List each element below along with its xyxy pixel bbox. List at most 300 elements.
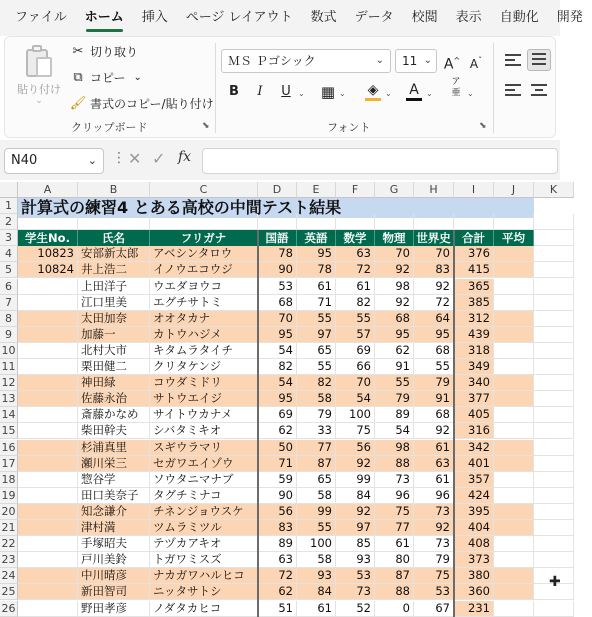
table-cell[interactable]: 97 — [336, 520, 375, 536]
table-cell[interactable]: シバタミキオ — [150, 423, 258, 439]
table-header-cell[interactable]: 物理 — [375, 230, 414, 246]
row-header[interactable]: 15 — [0, 423, 18, 439]
table-cell[interactable]: 69 — [258, 407, 297, 423]
table-cell[interactable]: 93 — [297, 568, 336, 584]
table-cell[interactable]: 68 — [258, 295, 297, 311]
table-header-cell[interactable]: 国語 — [258, 230, 297, 246]
row-header[interactable]: 17 — [0, 456, 18, 472]
table-cell[interactable]: 92 — [336, 456, 375, 472]
table-cell[interactable]: 61 — [375, 536, 414, 552]
chevron-down-icon[interactable]: ⌄ — [385, 89, 392, 98]
table-cell[interactable]: 85 — [336, 536, 375, 552]
table-cell[interactable] — [18, 440, 78, 456]
table-cell[interactable]: サトウエイジ — [150, 391, 258, 407]
table-cell[interactable]: 69 — [336, 343, 375, 359]
table-cell[interactable]: カトウハジメ — [150, 327, 258, 343]
align-top-icon[interactable] — [501, 51, 525, 73]
table-cell[interactable]: 401 — [454, 456, 494, 472]
table-cell[interactable]: 杉浦真里 — [78, 440, 150, 456]
table-cell[interactable]: 安部新太郎 — [78, 246, 150, 262]
table-cell[interactable]: 79 — [414, 552, 454, 568]
insert-function-button[interactable]: fx — [178, 149, 192, 165]
empty-cell[interactable] — [534, 504, 574, 520]
column-header-C[interactable]: C — [150, 182, 258, 198]
table-cell[interactable]: 312 — [454, 311, 494, 327]
table-header-cell[interactable]: 合計 — [454, 230, 494, 246]
table-cell[interactable]: 73 — [414, 504, 454, 520]
table-cell[interactable]: 75 — [375, 504, 414, 520]
column-header-I[interactable]: I — [454, 182, 494, 198]
row-header[interactable]: 6 — [0, 279, 18, 295]
row-header[interactable]: 24 — [0, 568, 18, 584]
table-cell[interactable]: 61 — [297, 601, 336, 617]
menu-item-5[interactable]: データ — [354, 10, 394, 25]
table-cell[interactable]: 江口里美 — [78, 295, 150, 311]
font-size-select[interactable] — [395, 49, 437, 73]
enter-icon[interactable]: ✓ — [152, 149, 166, 168]
menu-item-2[interactable]: 挿入 — [141, 10, 168, 25]
table-cell[interactable]: テヅカアキオ — [150, 536, 258, 552]
empty-cell[interactable] — [534, 359, 574, 375]
table-cell[interactable]: オオタカナ — [150, 311, 258, 327]
table-cell[interactable]: 神田緑 — [78, 375, 150, 391]
empty-cell[interactable] — [494, 456, 534, 472]
empty-cell[interactable] — [494, 472, 534, 488]
empty-cell[interactable] — [494, 279, 534, 295]
table-cell[interactable] — [18, 601, 78, 617]
table-cell[interactable]: 51 — [258, 601, 297, 617]
row-header[interactable]: 9 — [0, 327, 18, 343]
table-cell[interactable] — [18, 520, 78, 536]
empty-cell[interactable] — [494, 311, 534, 327]
table-cell[interactable]: 75 — [336, 423, 375, 439]
table-header-cell[interactable]: 数学 — [336, 230, 375, 246]
row-header[interactable]: 25 — [0, 584, 18, 600]
table-cell[interactable]: 加藤一 — [78, 327, 150, 343]
table-cell[interactable]: 77 — [375, 520, 414, 536]
table-cell[interactable]: 55 — [297, 311, 336, 327]
empty-cell[interactable] — [534, 295, 574, 311]
formula-input[interactable] — [202, 148, 558, 174]
table-cell[interactable]: 78 — [258, 246, 297, 262]
table-cell[interactable] — [18, 327, 78, 343]
table-cell[interactable]: 93 — [336, 552, 375, 568]
empty-cell[interactable] — [78, 214, 150, 230]
menu-item-0[interactable]: ファイル — [15, 10, 67, 25]
table-cell[interactable]: 88 — [375, 584, 414, 600]
table-cell[interactable]: 84 — [336, 488, 375, 504]
table-header-cell[interactable]: 氏名 — [78, 230, 150, 246]
empty-cell[interactable] — [534, 230, 574, 246]
table-cell[interactable]: 82 — [258, 359, 297, 375]
column-header-K[interactable]: K — [534, 182, 574, 198]
table-cell[interactable]: エグチサトミ — [150, 295, 258, 311]
table-cell[interactable]: イノウエコウジ — [150, 262, 258, 278]
column-header-J[interactable]: J — [494, 182, 534, 198]
table-cell[interactable]: 95 — [258, 391, 297, 407]
table-cell[interactable]: 佐藤永治 — [78, 391, 150, 407]
table-cell[interactable]: 55 — [414, 359, 454, 375]
paste-button[interactable] — [15, 43, 63, 113]
table-cell[interactable]: 67 — [414, 601, 454, 617]
empty-cell[interactable] — [534, 262, 574, 278]
table-cell[interactable]: アベシンタロウ — [150, 246, 258, 262]
empty-cell[interactable] — [494, 295, 534, 311]
bold-button[interactable]: B — [229, 84, 239, 99]
empty-cell[interactable] — [494, 552, 534, 568]
table-cell[interactable]: 357 — [454, 472, 494, 488]
table-cell[interactable]: 50 — [258, 440, 297, 456]
row-header[interactable]: 18 — [0, 472, 18, 488]
empty-cell[interactable] — [18, 214, 78, 230]
empty-cell[interactable] — [534, 214, 574, 230]
row-header[interactable]: 7 — [0, 295, 18, 311]
table-cell[interactable]: 65 — [297, 472, 336, 488]
empty-cell[interactable] — [534, 456, 574, 472]
table-cell[interactable]: 83 — [258, 520, 297, 536]
table-cell[interactable]: チネンジョウスケ — [150, 504, 258, 520]
table-cell[interactable]: 73 — [336, 584, 375, 600]
empty-cell[interactable] — [534, 375, 574, 391]
table-cell[interactable]: 52 — [336, 601, 375, 617]
empty-cell[interactable] — [534, 536, 574, 552]
row-header[interactable]: 22 — [0, 536, 18, 552]
row-header[interactable]: 4 — [0, 246, 18, 262]
table-cell[interactable]: 342 — [454, 440, 494, 456]
menu-item-1[interactable]: ホーム — [76, 0, 133, 36]
table-cell[interactable] — [18, 375, 78, 391]
table-cell[interactable]: 63 — [414, 456, 454, 472]
table-cell[interactable]: 92 — [336, 504, 375, 520]
empty-cell[interactable] — [534, 440, 574, 456]
empty-cell[interactable] — [494, 327, 534, 343]
table-cell[interactable]: 87 — [375, 568, 414, 584]
table-cell[interactable]: 野田孝彦 — [78, 601, 150, 617]
empty-cell[interactable] — [494, 343, 534, 359]
empty-cell[interactable] — [454, 214, 494, 230]
table-cell[interactable]: 55 — [297, 359, 336, 375]
table-cell[interactable]: 82 — [297, 375, 336, 391]
table-cell[interactable]: 395 — [454, 504, 494, 520]
menu-item-9[interactable]: 開発 — [556, 10, 583, 25]
table-cell[interactable]: 405 — [454, 407, 494, 423]
table-cell[interactable]: サイトウカナメ — [150, 407, 258, 423]
row-header[interactable]: 2 — [0, 214, 18, 230]
table-header-cell[interactable]: フリガナ — [150, 230, 258, 246]
table-header-cell[interactable]: 平均 — [494, 230, 534, 246]
empty-cell[interactable] — [494, 214, 534, 230]
table-cell[interactable] — [18, 504, 78, 520]
menu-item-3[interactable]: ページ レイアウト — [185, 10, 293, 25]
table-cell[interactable]: 84 — [297, 584, 336, 600]
table-cell[interactable]: 82 — [336, 295, 375, 311]
empty-cell[interactable] — [534, 423, 574, 439]
table-cell[interactable]: 54 — [336, 391, 375, 407]
table-cell[interactable]: 56 — [336, 440, 375, 456]
table-cell[interactable]: 439 — [454, 327, 494, 343]
table-cell[interactable]: 津村満 — [78, 520, 150, 536]
table-cell[interactable]: 96 — [414, 488, 454, 504]
select-all-corner[interactable] — [0, 182, 18, 198]
align-left-icon[interactable] — [501, 81, 525, 103]
table-cell[interactable]: 95 — [258, 327, 297, 343]
table-cell[interactable]: 10823 — [18, 246, 78, 262]
name-box[interactable] — [4, 148, 104, 174]
table-cell[interactable]: 中川晴彦 — [78, 568, 150, 584]
underline-button[interactable]: U — [281, 84, 291, 99]
table-cell[interactable]: 井上浩二 — [78, 262, 150, 278]
table-cell[interactable]: トガワミスズ — [150, 552, 258, 568]
table-cell[interactable]: 349 — [454, 359, 494, 375]
table-header-cell[interactable]: 世界史 — [414, 230, 454, 246]
empty-cell[interactable] — [534, 343, 574, 359]
row-header[interactable]: 10 — [0, 343, 18, 359]
empty-cell[interactable] — [375, 214, 414, 230]
table-cell[interactable]: 83 — [414, 262, 454, 278]
table-cell[interactable]: 316 — [454, 423, 494, 439]
table-cell[interactable]: 98 — [375, 279, 414, 295]
table-cell[interactable] — [18, 488, 78, 504]
table-cell[interactable]: 知念謙介 — [78, 504, 150, 520]
table-cell[interactable]: 戸川美鈴 — [78, 552, 150, 568]
table-cell[interactable] — [18, 584, 78, 600]
column-header-A[interactable]: A — [18, 182, 78, 198]
table-cell[interactable]: 北村大市 — [78, 343, 150, 359]
table-cell[interactable]: 88 — [375, 456, 414, 472]
table-cell[interactable]: ナカガワハルヒコ — [150, 568, 258, 584]
table-cell[interactable]: 92 — [375, 262, 414, 278]
empty-cell[interactable] — [494, 504, 534, 520]
chevron-down-icon[interactable]: ⌄ — [339, 89, 346, 98]
dialog-launcher-icon[interactable]: ⬊ — [202, 121, 210, 131]
table-cell[interactable]: ノダタカヒコ — [150, 601, 258, 617]
table-cell[interactable]: 99 — [297, 504, 336, 520]
align-center-icon[interactable] — [527, 81, 551, 103]
table-cell[interactable]: 66 — [336, 359, 375, 375]
table-cell[interactable]: ソウタニマナブ — [150, 472, 258, 488]
table-cell[interactable] — [18, 456, 78, 472]
table-cell[interactable]: 田口美奈子 — [78, 488, 150, 504]
table-cell[interactable]: 79 — [297, 407, 336, 423]
table-cell[interactable]: 惣谷学 — [78, 472, 150, 488]
table-cell[interactable]: 73 — [414, 536, 454, 552]
table-cell[interactable]: 64 — [414, 311, 454, 327]
format-painter-button[interactable] — [69, 95, 214, 112]
row-header[interactable]: 20 — [0, 504, 18, 520]
table-cell[interactable]: 75 — [414, 568, 454, 584]
row-header[interactable]: 19 — [0, 488, 18, 504]
empty-cell[interactable] — [534, 407, 574, 423]
empty-cell[interactable] — [534, 311, 574, 327]
row-header[interactable]: 3 — [0, 230, 18, 246]
table-cell[interactable]: 71 — [258, 456, 297, 472]
table-cell[interactable]: 97 — [297, 327, 336, 343]
table-cell[interactable]: 72 — [258, 568, 297, 584]
row-header[interactable]: 26 — [0, 601, 18, 617]
row-header[interactable]: 16 — [0, 440, 18, 456]
table-cell[interactable]: 92 — [414, 279, 454, 295]
cut-button[interactable] — [69, 43, 138, 60]
table-cell[interactable]: 61 — [336, 279, 375, 295]
table-cell[interactable]: 377 — [454, 391, 494, 407]
table-cell[interactable] — [18, 423, 78, 439]
empty-cell[interactable] — [534, 552, 574, 568]
table-cell[interactable] — [18, 279, 78, 295]
empty-cell[interactable] — [534, 327, 574, 343]
table-cell[interactable]: 415 — [454, 262, 494, 278]
spreadsheet-grid[interactable] — [0, 182, 560, 615]
column-header-F[interactable]: F — [336, 182, 375, 198]
table-cell[interactable]: 92 — [414, 423, 454, 439]
table-cell[interactable]: 73 — [375, 472, 414, 488]
table-cell[interactable]: 70 — [414, 246, 454, 262]
row-header[interactable]: 1 — [0, 198, 18, 214]
table-cell[interactable] — [18, 407, 78, 423]
furigana-button[interactable] — [445, 77, 467, 99]
table-cell[interactable]: 96 — [375, 488, 414, 504]
table-cell[interactable]: 404 — [454, 520, 494, 536]
table-cell[interactable]: 58 — [297, 552, 336, 568]
table-cell[interactable]: 71 — [297, 295, 336, 311]
table-cell[interactable]: 72 — [414, 295, 454, 311]
fill-color-icon[interactable]: ◈ — [362, 79, 384, 101]
table-cell[interactable]: 424 — [454, 488, 494, 504]
table-cell[interactable]: 376 — [454, 246, 494, 262]
table-cell[interactable]: 91 — [375, 359, 414, 375]
table-cell[interactable]: 63 — [336, 246, 375, 262]
table-cell[interactable]: 90 — [258, 488, 297, 504]
table-cell[interactable]: 68 — [414, 407, 454, 423]
empty-cell[interactable] — [494, 359, 534, 375]
empty-cell[interactable] — [534, 520, 574, 536]
table-cell[interactable]: 87 — [297, 456, 336, 472]
table-cell[interactable]: 380 — [454, 568, 494, 584]
table-cell[interactable]: 上田洋子 — [78, 279, 150, 295]
table-cell[interactable]: 56 — [258, 504, 297, 520]
table-cell[interactable]: キタムラタイチ — [150, 343, 258, 359]
table-cell[interactable] — [18, 568, 78, 584]
table-cell[interactable]: ニッタサトシ — [150, 584, 258, 600]
empty-cell[interactable] — [494, 584, 534, 600]
table-cell[interactable]: 太田加奈 — [78, 311, 150, 327]
empty-cell[interactable] — [414, 214, 454, 230]
empty-cell[interactable] — [258, 214, 297, 230]
dialog-launcher-icon[interactable]: ⬊ — [479, 121, 487, 131]
table-cell[interactable]: セガワエイゾウ — [150, 456, 258, 472]
align-middle-icon[interactable] — [527, 49, 551, 71]
row-header[interactable]: 14 — [0, 407, 18, 423]
table-cell[interactable]: タグチミナコ — [150, 488, 258, 504]
empty-cell[interactable] — [494, 440, 534, 456]
table-cell[interactable]: 90 — [258, 262, 297, 278]
table-cell[interactable] — [18, 472, 78, 488]
chevron-down-icon[interactable]: ⌄ — [133, 72, 142, 83]
menu-item-6[interactable]: 校閲 — [411, 10, 438, 25]
table-cell[interactable]: 373 — [454, 552, 494, 568]
empty-cell[interactable] — [494, 262, 534, 278]
table-cell[interactable]: コウダミドリ — [150, 375, 258, 391]
table-cell[interactable]: 10824 — [18, 262, 78, 278]
column-header-D[interactable]: D — [258, 182, 297, 198]
empty-cell[interactable] — [534, 391, 574, 407]
table-cell[interactable] — [18, 311, 78, 327]
table-cell[interactable]: 0 — [375, 601, 414, 617]
table-cell[interactable]: 100 — [297, 536, 336, 552]
empty-cell[interactable] — [336, 214, 375, 230]
table-cell[interactable]: 55 — [336, 311, 375, 327]
row-header[interactable]: 11 — [0, 359, 18, 375]
table-cell[interactable]: 72 — [336, 262, 375, 278]
table-cell[interactable]: 360 — [454, 584, 494, 600]
table-header-cell[interactable]: 学生No. — [18, 230, 78, 246]
column-header-H[interactable]: H — [414, 182, 454, 198]
empty-cell[interactable] — [494, 375, 534, 391]
font-color-icon[interactable]: A — [403, 79, 425, 101]
empty-cell[interactable] — [494, 520, 534, 536]
table-cell[interactable]: 89 — [375, 407, 414, 423]
table-cell[interactable] — [18, 359, 78, 375]
table-cell[interactable]: 70 — [375, 246, 414, 262]
table-cell[interactable]: 54 — [375, 423, 414, 439]
table-cell[interactable]: 55 — [375, 375, 414, 391]
table-cell[interactable]: 408 — [454, 536, 494, 552]
table-cell[interactable]: 98 — [375, 440, 414, 456]
table-cell[interactable]: 62 — [258, 584, 297, 600]
table-cell[interactable]: 95 — [297, 246, 336, 262]
table-cell[interactable]: 79 — [375, 391, 414, 407]
menu-item-4[interactable]: 数式 — [310, 10, 337, 25]
empty-cell[interactable] — [494, 407, 534, 423]
menu-item-7[interactable]: 表示 — [455, 10, 482, 25]
table-cell[interactable]: 瀬川栄三 — [78, 456, 150, 472]
table-cell[interactable] — [18, 552, 78, 568]
table-cell[interactable]: 385 — [454, 295, 494, 311]
table-cell[interactable]: 365 — [454, 279, 494, 295]
table-cell[interactable]: 62 — [258, 423, 297, 439]
table-cell[interactable]: 61 — [414, 472, 454, 488]
table-cell[interactable]: 318 — [454, 343, 494, 359]
table-cell[interactable]: 78 — [297, 262, 336, 278]
table-cell[interactable]: ウエダヨウコ — [150, 279, 258, 295]
column-header-E[interactable]: E — [297, 182, 336, 198]
grow-font-button[interactable]: A^ — [443, 56, 461, 73]
empty-cell[interactable] — [534, 488, 574, 504]
table-cell[interactable]: 57 — [336, 327, 375, 343]
empty-cell[interactable] — [534, 601, 574, 617]
row-header[interactable]: 5 — [0, 262, 18, 278]
table-cell[interactable]: 新田智司 — [78, 584, 150, 600]
column-header-B[interactable]: B — [78, 182, 150, 198]
row-header[interactable]: 8 — [0, 311, 18, 327]
table-cell[interactable]: 手塚昭夫 — [78, 536, 150, 552]
table-cell[interactable]: 61 — [297, 279, 336, 295]
table-cell[interactable]: スギウラマリ — [150, 440, 258, 456]
table-cell[interactable]: 61 — [414, 440, 454, 456]
empty-cell[interactable] — [494, 423, 534, 439]
row-header[interactable]: 12 — [0, 375, 18, 391]
cancel-icon[interactable]: ✕ — [128, 149, 142, 168]
table-cell[interactable]: 100 — [336, 407, 375, 423]
empty-cell[interactable] — [534, 472, 574, 488]
table-cell[interactable]: ツムラミツル — [150, 520, 258, 536]
empty-cell[interactable] — [494, 391, 534, 407]
table-cell[interactable]: 91 — [414, 391, 454, 407]
table-cell[interactable] — [18, 536, 78, 552]
table-cell[interactable]: 95 — [375, 327, 414, 343]
table-cell[interactable]: 77 — [297, 440, 336, 456]
empty-cell[interactable] — [494, 246, 534, 262]
empty-cell[interactable] — [534, 246, 574, 262]
